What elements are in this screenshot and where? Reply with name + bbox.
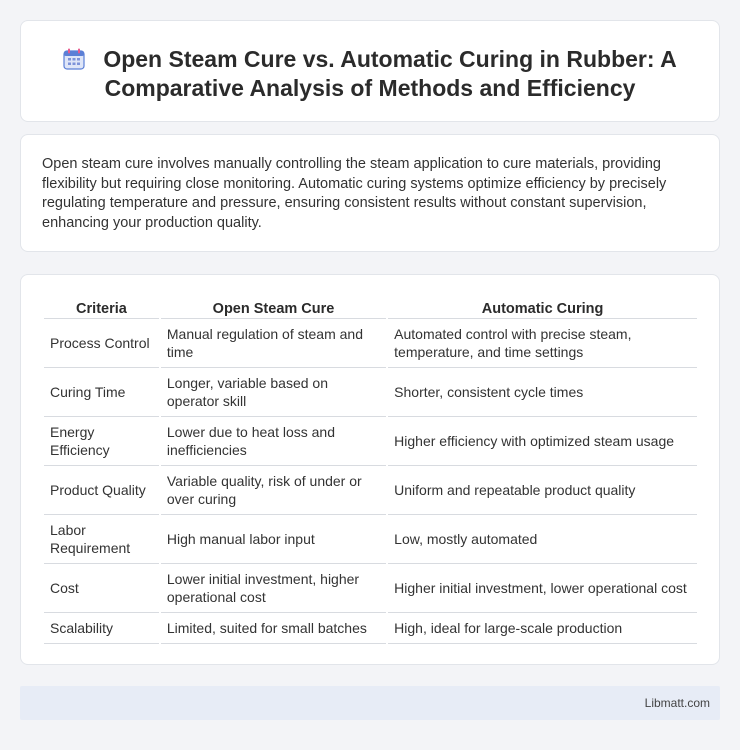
page-title-text: Open Steam Cure vs. Automatic Curing in Rubber: A Comparative Analysis of Methods and Efficiency (103, 46, 677, 101)
comparison-table-card (20, 274, 720, 665)
page-title (61, 45, 679, 103)
criteria-cell: Process Control (44, 319, 159, 368)
header-open-steam-cure: Open Steam Cure (161, 295, 386, 319)
open-steam-cell: Longer, variable based on operator skill (161, 368, 386, 417)
criteria-cell: Labor Requirement (44, 515, 159, 564)
calendar-icon (63, 48, 85, 70)
table-header-row (44, 295, 697, 319)
criteria-cell: Energy Efficiency (44, 417, 159, 466)
table-row (44, 613, 697, 644)
open-steam-cell: Lower initial investment, higher operational cost (161, 564, 386, 613)
table-row (44, 515, 697, 564)
table-row (44, 417, 697, 466)
automatic-cell: High, ideal for large-scale production (388, 613, 697, 644)
automatic-cell: Uniform and repeatable product quality (388, 466, 697, 515)
automatic-cell: Shorter, consistent cycle times (388, 368, 697, 417)
criteria-cell: Product Quality (44, 466, 159, 515)
table-row (44, 368, 697, 417)
table-row (44, 466, 697, 515)
open-steam-cell: High manual labor input (161, 515, 386, 564)
open-steam-cell: Limited, suited for small batches (161, 613, 386, 644)
automatic-cell: Higher efficiency with optimized steam usage (388, 417, 697, 466)
header-criteria: Criteria (44, 295, 159, 319)
intro-card (20, 134, 720, 252)
criteria-cell: Curing Time (44, 368, 159, 417)
open-steam-cell: Manual regulation of steam and time (161, 319, 386, 368)
automatic-cell: Automated control with precise steam, temperature, and time settings (388, 319, 697, 368)
automatic-cell: Low, mostly automated (388, 515, 697, 564)
comparison-table (42, 295, 699, 644)
intro-paragraph: Open steam cure involves manually controlling the steam application to cure materials, providing flexibility but requiring close monitoring. Automatic curing systems optimize efficiency by precisely regulating temperature and pressure, ensuring consistent results without constant supervision, enhancing your production quality. (42, 156, 667, 231)
footer-bar (20, 686, 720, 720)
open-steam-cell: Lower due to heat loss and inefficiencies (161, 417, 386, 466)
open-steam-cell: Variable quality, risk of under or over curing (161, 466, 386, 515)
criteria-cell: Cost (44, 564, 159, 613)
title-card (20, 20, 720, 122)
criteria-cell: Scalability (44, 613, 159, 644)
table-row (44, 564, 697, 613)
table-row (44, 319, 697, 368)
footer-brand-link[interactable]: Libmatt.com (644, 696, 710, 710)
automatic-cell: Higher initial investment, lower operational cost (388, 564, 697, 613)
header-automatic-curing: Automatic Curing (388, 295, 697, 319)
